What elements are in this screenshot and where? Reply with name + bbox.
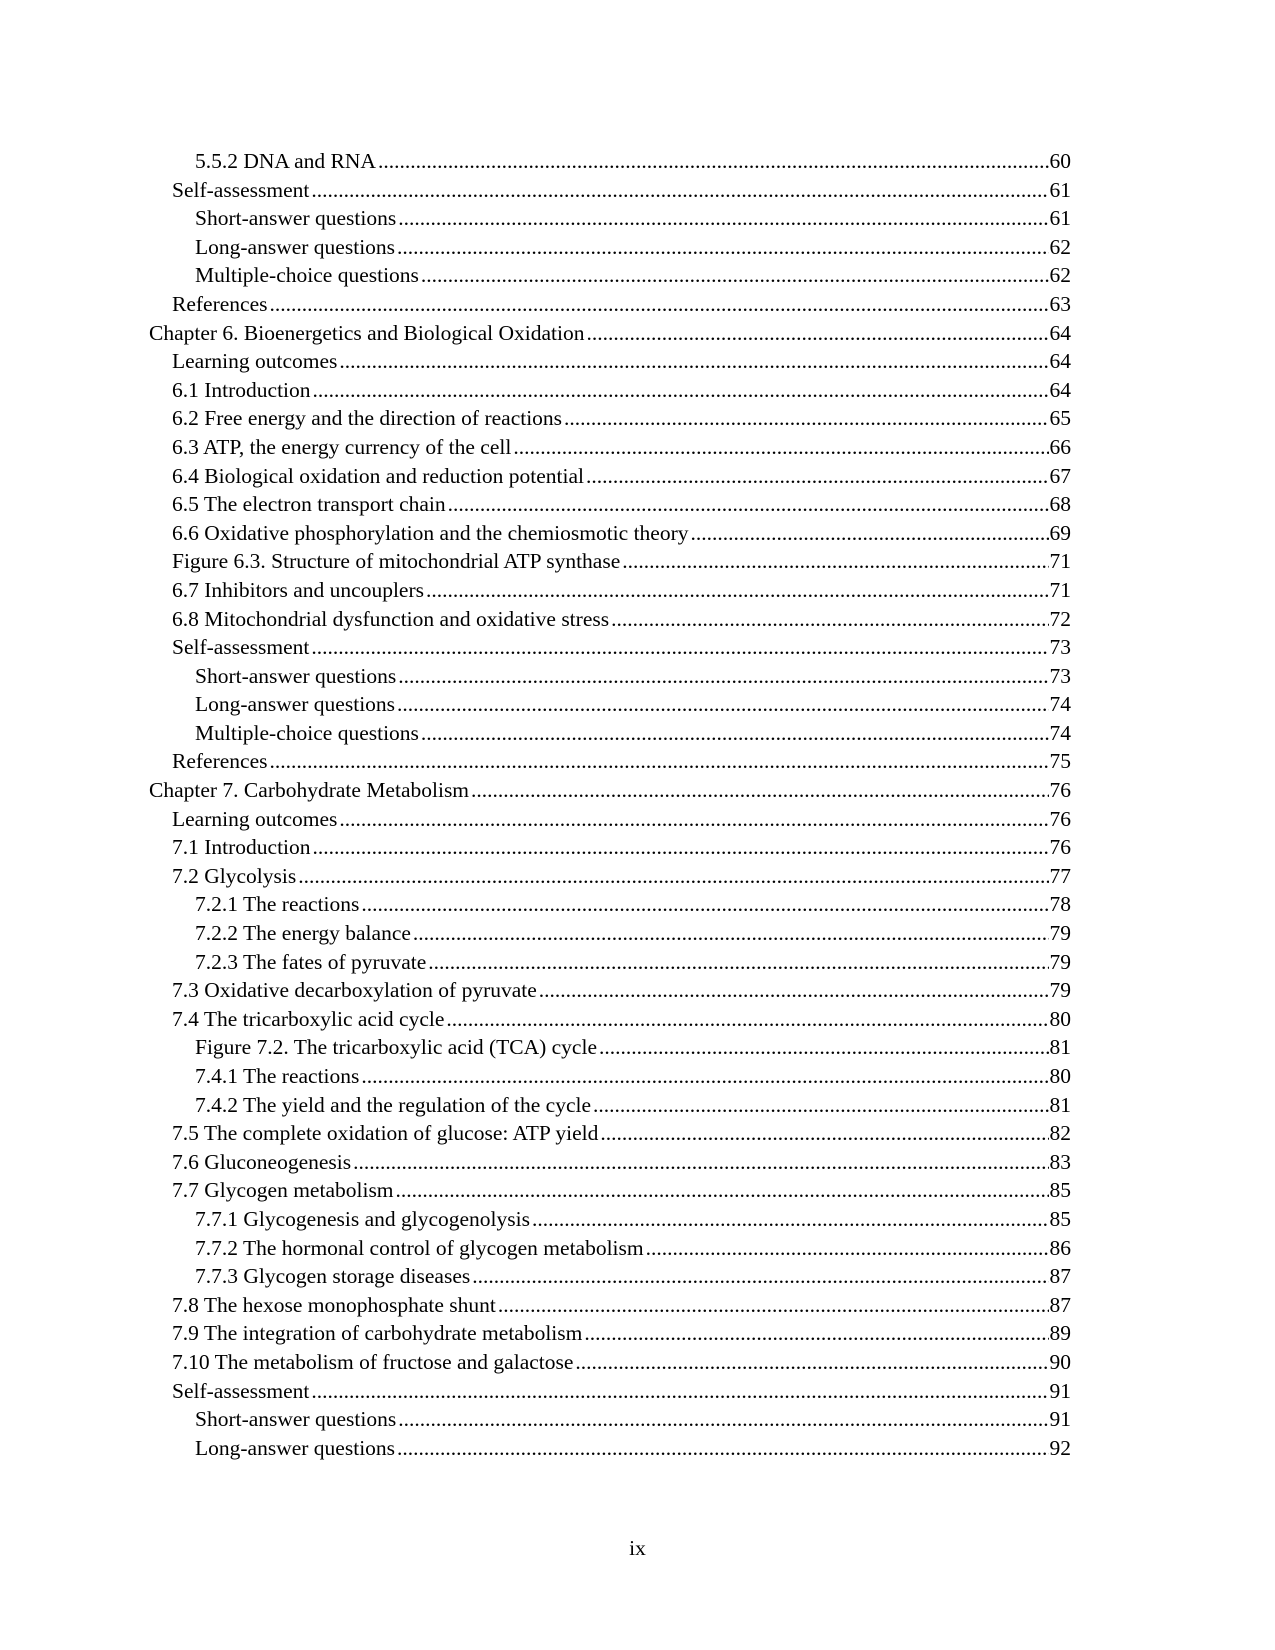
toc-entry-title: 6.3 ATP, the energy currency of the cell bbox=[172, 434, 512, 459]
toc-dot-leader bbox=[600, 1119, 1048, 1148]
toc-entry-page: 85 bbox=[1049, 1206, 1071, 1231]
toc-entry[interactable] bbox=[172, 1005, 1071, 1034]
toc-entry[interactable] bbox=[195, 1405, 1071, 1434]
toc-entry-page: 79 bbox=[1049, 921, 1071, 946]
toc-entry-title: 7.6 Gluconeogenesis bbox=[172, 1149, 352, 1174]
toc-dot-leader bbox=[448, 490, 1049, 519]
toc-entry[interactable] bbox=[172, 605, 1071, 634]
toc-entry[interactable] bbox=[195, 1091, 1071, 1120]
toc-dot-leader bbox=[270, 747, 1049, 776]
toc-entry[interactable] bbox=[172, 462, 1071, 491]
toc-entry-title: 7.2.2 The energy balance bbox=[195, 921, 411, 946]
toc-entry-title: Multiple-choice questions bbox=[195, 263, 419, 288]
toc-entry[interactable] bbox=[149, 319, 1071, 348]
toc-dot-leader bbox=[398, 662, 1048, 691]
toc-entry-page: 80 bbox=[1049, 1006, 1071, 1031]
toc-entry[interactable] bbox=[172, 519, 1071, 548]
toc-entry-title: 7.2.3 The fates of pyruvate bbox=[195, 949, 427, 974]
toc-entry-title: 7.3 Oxidative decarboxylation of pyruvate bbox=[172, 978, 537, 1003]
toc-entry-title: References bbox=[172, 749, 268, 774]
toc-dot-leader bbox=[472, 1262, 1048, 1291]
toc-entry[interactable] bbox=[172, 490, 1071, 519]
toc-entry-page: 81 bbox=[1049, 1092, 1071, 1117]
toc-dot-leader bbox=[311, 1377, 1048, 1406]
toc-entry-page: 81 bbox=[1049, 1035, 1071, 1060]
toc-entry-title: Long-answer questions bbox=[195, 1435, 396, 1460]
toc-entry-title: Learning outcomes bbox=[172, 349, 338, 374]
toc-entry-page: 89 bbox=[1049, 1321, 1071, 1346]
toc-entry[interactable] bbox=[172, 1119, 1071, 1148]
toc-dot-leader bbox=[513, 433, 1048, 462]
toc-entry[interactable] bbox=[195, 890, 1071, 919]
toc-entry-page: 66 bbox=[1049, 434, 1071, 459]
toc-dot-leader bbox=[564, 404, 1048, 433]
toc-entry-page: 92 bbox=[1049, 1435, 1071, 1460]
toc-dot-leader bbox=[311, 176, 1048, 205]
toc-entry[interactable] bbox=[195, 1262, 1071, 1291]
toc-entry[interactable] bbox=[172, 633, 1071, 662]
toc-entry-page: 79 bbox=[1049, 978, 1071, 1003]
toc-entry-page: 91 bbox=[1049, 1407, 1071, 1432]
toc-entry-page: 90 bbox=[1049, 1349, 1071, 1374]
toc-entry-page: 64 bbox=[1049, 320, 1071, 345]
toc-entry[interactable] bbox=[172, 290, 1071, 319]
toc-entry-page: 82 bbox=[1049, 1121, 1071, 1146]
toc-entry-title: 7.7.2 The hormonal control of glycogen metabolism bbox=[195, 1235, 644, 1260]
toc-entry-page: 64 bbox=[1049, 349, 1071, 374]
toc-entry-page: 79 bbox=[1049, 949, 1071, 974]
toc-dot-leader bbox=[539, 976, 1049, 1005]
toc-dot-leader bbox=[311, 633, 1048, 662]
toc-entry[interactable] bbox=[172, 1148, 1071, 1177]
toc-dot-leader bbox=[270, 290, 1049, 319]
toc-entry[interactable] bbox=[172, 1176, 1071, 1205]
toc-entry-page: 69 bbox=[1049, 520, 1071, 545]
toc-entry-title: 6.5 The electron transport chain bbox=[172, 492, 446, 517]
toc-entry-page: 62 bbox=[1049, 263, 1071, 288]
toc-entry[interactable] bbox=[172, 1319, 1071, 1348]
toc-dot-leader bbox=[446, 1005, 1048, 1034]
toc-entry-page: 87 bbox=[1049, 1292, 1071, 1317]
toc-entry-title: Short-answer questions bbox=[195, 1407, 397, 1432]
toc-entry-page: 68 bbox=[1049, 492, 1071, 517]
toc-dot-leader bbox=[611, 605, 1048, 634]
toc-entry-title: Long-answer questions bbox=[195, 692, 396, 717]
toc-entry[interactable] bbox=[195, 948, 1071, 977]
toc-entry-title: Learning outcomes bbox=[172, 806, 338, 831]
toc-dot-leader bbox=[593, 1091, 1048, 1120]
toc-entry-page: 61 bbox=[1049, 206, 1071, 231]
toc-entry[interactable] bbox=[195, 147, 1071, 176]
toc-entry-page: 91 bbox=[1049, 1378, 1071, 1403]
toc-entry-title: 7.7 Glycogen metabolism bbox=[172, 1178, 394, 1203]
toc-dot-leader bbox=[313, 376, 1049, 405]
toc-entry-title: Chapter 6. Bioenergetics and Biological Oxidation bbox=[149, 320, 585, 345]
toc-entry[interactable] bbox=[172, 376, 1071, 405]
table-of-contents bbox=[0, 147, 1275, 1462]
toc-dot-leader bbox=[353, 1148, 1048, 1177]
toc-dot-leader bbox=[532, 1205, 1049, 1234]
toc-entry-page: 76 bbox=[1049, 806, 1071, 831]
toc-entry-page: 65 bbox=[1049, 406, 1071, 431]
toc-entry[interactable] bbox=[195, 1205, 1071, 1234]
toc-entry-title: Figure 7.2. The tricarboxylic acid (TCA) cycle bbox=[195, 1035, 597, 1060]
toc-dot-leader bbox=[361, 1062, 1048, 1091]
toc-entry-title: 7.4 The tricarboxylic acid cycle bbox=[172, 1006, 445, 1031]
toc-entry-page: 85 bbox=[1049, 1178, 1071, 1203]
toc-dot-leader bbox=[397, 1434, 1048, 1463]
toc-entry[interactable] bbox=[172, 433, 1071, 462]
toc-entry-page: 74 bbox=[1049, 692, 1071, 717]
toc-entry-page: 80 bbox=[1049, 1064, 1071, 1088]
toc-entry-title: 7.4.1 The reactions bbox=[195, 1064, 360, 1088]
toc-entry[interactable] bbox=[172, 833, 1071, 862]
toc-entry-title: 7.5 The complete oxidation of glucose: ATP yield bbox=[172, 1121, 599, 1146]
toc-entry-title: 7.8 The hexose monophosphate shunt bbox=[172, 1292, 496, 1317]
toc-entry[interactable] bbox=[195, 233, 1071, 262]
toc-dot-leader bbox=[498, 1291, 1049, 1320]
toc-entry-title: Short-answer questions bbox=[195, 206, 397, 231]
toc-entry[interactable] bbox=[195, 919, 1071, 948]
toc-entry[interactable] bbox=[149, 776, 1071, 805]
toc-entry[interactable] bbox=[172, 976, 1071, 1005]
toc-entry-page: 73 bbox=[1049, 635, 1071, 660]
toc-dot-leader bbox=[339, 347, 1048, 376]
toc-entry[interactable] bbox=[172, 347, 1071, 376]
toc-entry[interactable] bbox=[172, 805, 1071, 834]
toc-dot-leader bbox=[339, 805, 1048, 834]
toc-dot-leader bbox=[361, 890, 1048, 919]
toc-dot-leader bbox=[646, 1234, 1049, 1263]
toc-entry-title: Figure 6.3. Structure of mitochondrial ATP synthase bbox=[172, 549, 621, 574]
toc-entry-title: Chapter 7. Carbohydrate Metabolism bbox=[149, 778, 470, 803]
toc-entry-page: 83 bbox=[1049, 1149, 1071, 1174]
toc-entry[interactable] bbox=[195, 261, 1071, 290]
toc-entry-page: 74 bbox=[1049, 720, 1071, 745]
toc-entry-page: 87 bbox=[1049, 1264, 1071, 1289]
toc-dot-leader bbox=[413, 919, 1049, 948]
toc-entry-title: 6.1 Introduction bbox=[172, 377, 311, 402]
toc-dot-leader bbox=[421, 719, 1049, 748]
toc-entry[interactable] bbox=[172, 547, 1071, 576]
toc-entry[interactable] bbox=[172, 404, 1071, 433]
toc-dot-leader bbox=[397, 233, 1048, 262]
toc-entry-page: 77 bbox=[1049, 863, 1071, 888]
toc-entry-title: Multiple-choice questions bbox=[195, 720, 419, 745]
toc-entry[interactable] bbox=[172, 747, 1071, 776]
toc-entry[interactable] bbox=[172, 862, 1071, 891]
toc-dot-leader bbox=[599, 1033, 1049, 1062]
toc-entry-title: Self-assessment bbox=[172, 177, 310, 202]
toc-entry-title: 6.8 Mitochondrial dysfunction and oxidative stress bbox=[172, 606, 610, 631]
toc-entry-title: 5.5.2 DNA and RNA bbox=[195, 149, 376, 173]
toc-entry-title: Self-assessment bbox=[172, 635, 310, 660]
toc-entry-title: 7.1 Introduction bbox=[172, 835, 311, 860]
toc-dot-leader bbox=[428, 948, 1048, 977]
toc-dot-leader bbox=[586, 462, 1049, 491]
toc-entry-page: 62 bbox=[1049, 234, 1071, 259]
toc-entry[interactable] bbox=[195, 1234, 1071, 1263]
toc-entry-title: 7.2.1 The reactions bbox=[195, 892, 360, 917]
toc-dot-leader bbox=[313, 833, 1049, 862]
toc-entry-page: 78 bbox=[1049, 892, 1071, 917]
toc-entry-page: 73 bbox=[1049, 663, 1071, 688]
toc-entry-page: 72 bbox=[1049, 606, 1071, 631]
toc-entry-title: 7.4.2 The yield and the regulation of the cycle bbox=[195, 1092, 592, 1117]
page-number: ix bbox=[629, 1536, 646, 1560]
toc-entry[interactable] bbox=[172, 576, 1071, 605]
toc-dot-leader bbox=[584, 1319, 1048, 1348]
toc-dot-leader bbox=[378, 147, 1049, 176]
toc-dot-leader bbox=[421, 261, 1049, 290]
toc-dot-leader bbox=[471, 776, 1048, 805]
toc-entry[interactable] bbox=[195, 719, 1071, 748]
toc-entry-page: 67 bbox=[1049, 463, 1071, 488]
toc-entry-title: Self-assessment bbox=[172, 1378, 310, 1403]
toc-entry[interactable] bbox=[172, 1377, 1071, 1406]
toc-entry[interactable] bbox=[172, 1348, 1071, 1377]
toc-entry-page: 64 bbox=[1049, 377, 1071, 402]
toc-entry-page: 71 bbox=[1049, 549, 1071, 574]
toc-entry-title: 7.7.1 Glycogenesis and glycogenolysis bbox=[195, 1206, 530, 1231]
toc-entry[interactable] bbox=[195, 1062, 1071, 1091]
toc-entry-title: Short-answer questions bbox=[195, 663, 397, 688]
toc-dot-leader bbox=[398, 204, 1048, 233]
toc-entry-page: 63 bbox=[1049, 291, 1071, 316]
toc-dot-leader bbox=[575, 1348, 1048, 1377]
toc-entry[interactable] bbox=[195, 1434, 1071, 1463]
toc-entry[interactable] bbox=[195, 662, 1071, 691]
toc-entry-title: 7.2 Glycolysis bbox=[172, 863, 297, 888]
toc-entry-page: 76 bbox=[1049, 778, 1071, 803]
toc-entry-title: 7.10 The metabolism of fructose and galactose bbox=[172, 1349, 574, 1374]
toc-dot-leader bbox=[298, 862, 1048, 891]
toc-entry-title: 6.7 Inhibitors and uncouplers bbox=[172, 577, 424, 602]
toc-dot-leader bbox=[586, 319, 1048, 348]
toc-entry-title: References bbox=[172, 291, 268, 316]
toc-dot-leader bbox=[691, 519, 1049, 548]
toc-entry-page: 75 bbox=[1049, 749, 1071, 774]
toc-entry-page: 61 bbox=[1049, 177, 1071, 202]
toc-entry-title: 6.4 Biological oxidation and reduction potential bbox=[172, 463, 584, 488]
toc-entry-page: 86 bbox=[1049, 1235, 1071, 1260]
toc-entry[interactable] bbox=[195, 690, 1071, 719]
toc-entry-title: 7.7.3 Glycogen storage diseases bbox=[195, 1264, 471, 1289]
toc-entry[interactable] bbox=[195, 204, 1071, 233]
toc-dot-leader bbox=[396, 1176, 1049, 1205]
toc-dot-leader bbox=[398, 1405, 1048, 1434]
toc-entry[interactable] bbox=[172, 1291, 1071, 1320]
toc-entry-title: 6.2 Free energy and the direction of reactions bbox=[172, 406, 563, 431]
toc-entry-title: Long-answer questions bbox=[195, 234, 396, 259]
toc-entry-title: 6.6 Oxidative phosphorylation and the chemiosmotic theory bbox=[172, 520, 689, 545]
toc-entry[interactable] bbox=[195, 1033, 1071, 1062]
toc-dot-leader bbox=[622, 547, 1048, 576]
toc-entry-page: 71 bbox=[1049, 577, 1071, 602]
toc-dot-leader bbox=[426, 576, 1049, 605]
toc-entry-page: 60 bbox=[1049, 149, 1071, 173]
toc-entry-page: 76 bbox=[1049, 835, 1071, 860]
toc-entry[interactable] bbox=[172, 176, 1071, 205]
toc-entry-title: 7.9 The integration of carbohydrate metabolism bbox=[172, 1321, 583, 1346]
toc-dot-leader bbox=[397, 690, 1048, 719]
